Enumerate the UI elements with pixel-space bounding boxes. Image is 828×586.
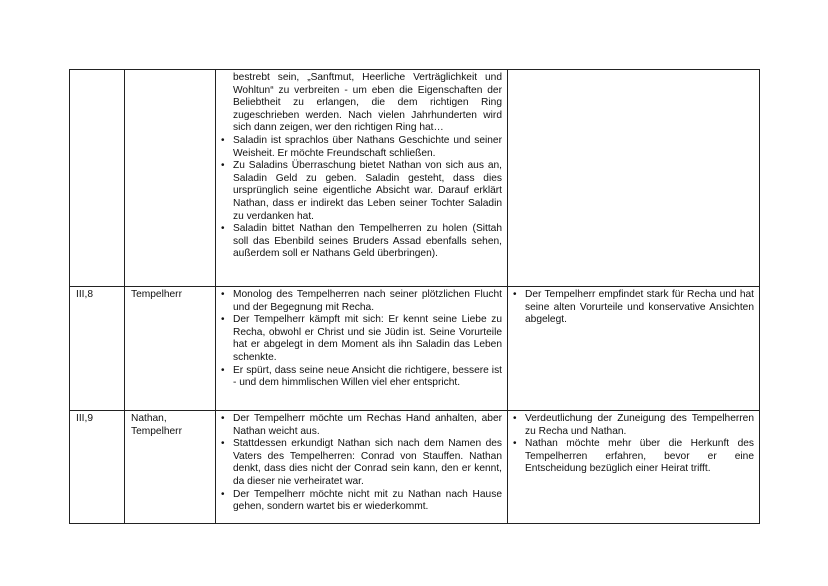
content-list — [221, 289, 502, 390]
table-row — [70, 411, 760, 524]
scene-summary-table — [69, 69, 760, 524]
list-item: • Nathan möchte mehr über die Herkunft des Tempelherren erfahren, bevor er eine Entscheidung bezüglich einer Heirat trifft. — [525, 438, 754, 476]
table-row — [70, 70, 760, 287]
interpretation-cell — [508, 287, 760, 411]
scene-cell — [70, 70, 125, 287]
list-item: • Zu Saladins Überraschung bietet Nathan von sich aus an, Saladin Geld zu geben. Saladin gesteht, dass dies ursprünglich seine eigentliche Absicht war. Darauf erklärt Nathan, dass er indirekt das Leben seiner Tochter Saladin zu verdanken hat. — [233, 160, 502, 223]
scene-cell: III,8 — [70, 287, 125, 411]
interpretation-cell — [508, 411, 760, 524]
interpretation-list — [513, 413, 754, 476]
content-cell — [216, 70, 508, 287]
characters-cell — [125, 70, 216, 287]
list-item: • Er spürt, dass seine neue Ansicht die richtigere, bessere ist - und dem himmlischen Willen viel eher entspricht. — [233, 365, 502, 390]
interpretation-cell — [508, 70, 760, 287]
content-cell — [216, 411, 508, 524]
content-list — [221, 72, 502, 261]
list-item: • Monolog des Tempelherren nach seiner plötzlichen Flucht und der Begegnung mit Recha. — [233, 289, 502, 314]
list-item: • Saladin ist sprachlos über Nathans Geschichte und seiner Weisheit. Er möchte Freundschaft schließen. — [233, 135, 502, 160]
characters-cell: Nathan, Tempelherr — [125, 411, 216, 524]
list-item: • Der Tempelherr möchte um Rechas Hand anhalten, aber Nathan weicht aus. — [233, 413, 502, 438]
list-item: bestrebt sein, „Sanftmut, Heerliche Verträglichkeit und Wohltun“ zu verbreiten - um eben die Eigenschaften der Beliebtheit zu erlangen, die dem richtigen Ring zugeschrieben werden. Nach vielen Jahrhunderten wird sich dann zeigen, wer den richtigen Ring hat… — [233, 72, 502, 134]
scene-cell: III,9 — [70, 411, 125, 524]
list-item: • Stattdessen erkundigt Nathan sich nach dem Namen des Vaters des Tempelherren: Conrad von Stauffen. Nathan denkt, dass dies nicht der Conrad sein kann, den er kennt, da dieser nie verheiratet war. — [233, 438, 502, 488]
list-item: • Der Tempelherr kämpft mit sich: Er kennt seine Liebe zu Recha, obwohl er Christ und sie Jüdin ist. Seine Vorurteile hat er abgelegt in dem Moment als ihn Saladin das Leben schenkte. — [233, 314, 502, 364]
list-item: • Der Tempelherr empfindet stark für Recha und hat seine alten Vorurteile und konservative Ansichten abgelegt. — [525, 289, 754, 327]
characters-cell: Tempelherr — [125, 287, 216, 411]
list-item: • Der Tempelherr möchte nicht mit zu Nathan nach Hause gehen, sondern wartet bis er wiederkommt. — [233, 489, 502, 514]
interpretation-list — [513, 289, 754, 327]
list-item: • Saladin bittet Nathan den Tempelherren zu holen (Sittah soll das Ebenbild seines Bruders Assad ebenfalls sehen, außerdem soll er Nathans Geld überbringen). — [233, 223, 502, 261]
table-row — [70, 287, 760, 411]
content-cell — [216, 287, 508, 411]
list-item: • Verdeutlichung der Zuneigung des Tempelherren zu Recha und Nathan. — [525, 413, 754, 438]
content-list — [221, 413, 502, 514]
